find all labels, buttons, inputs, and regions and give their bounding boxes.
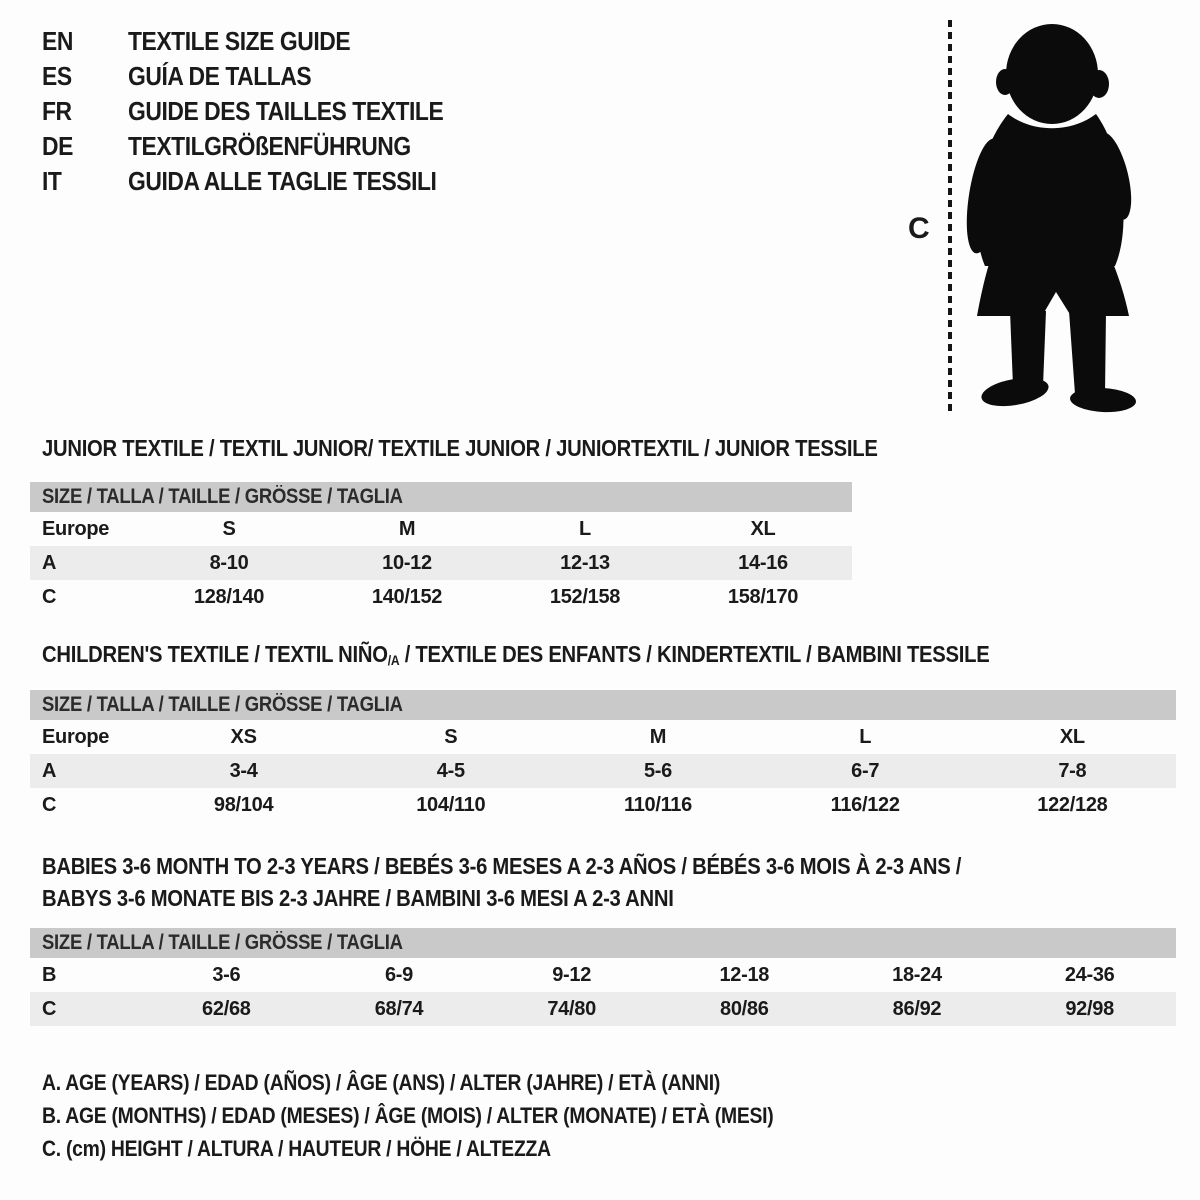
table-cell: 18-24: [892, 963, 942, 986]
children-section-title-text: [42, 641, 989, 668]
table-cell: 6-9: [384, 963, 413, 986]
legend-line-c: C. (cm) HEIGHT / ALTURA / HAUTEUR / HÖHE / ALTEZZA: [42, 1135, 551, 1161]
children-title-prefix: CHILDREN'S TEXTILE / TEXTIL NIÑO: [42, 641, 388, 667]
measure-legend: [42, 1066, 873, 1165]
children-row-age: [30, 754, 1176, 788]
junior-section-title: [42, 435, 992, 462]
table-cell: M: [649, 725, 667, 748]
table-cell: 24-36: [1064, 963, 1115, 986]
table-cell: 74/80: [547, 997, 596, 1020]
table-cell: 158/170: [727, 585, 799, 608]
table-cell: 6-7: [851, 759, 880, 782]
children-title-sub: /A: [387, 653, 400, 669]
row-label: Europe: [42, 517, 110, 540]
lang-row-en: [42, 24, 486, 59]
table-cell: 10-12: [382, 551, 432, 574]
legend-line-b-wrap: [42, 1099, 873, 1132]
lang-row-de: [42, 129, 486, 164]
table-cell: XL: [1059, 725, 1085, 748]
junior-row-europe: [30, 512, 852, 546]
language-title-list: [42, 24, 486, 199]
table-cell: 80/86: [720, 997, 769, 1020]
table-cell: 86/92: [892, 997, 942, 1020]
junior-section-title-text: JUNIOR TEXTILE / TEXTIL JUNIOR/ TEXTILE JUNIOR / JUNIORTEXTIL / JUNIOR TESSILE: [42, 435, 878, 461]
table-cell: 92/98: [1065, 997, 1114, 1020]
table-cell: S: [444, 725, 458, 748]
children-table: [30, 720, 1176, 822]
table-cell: 9-12: [552, 963, 592, 986]
lang-title: TEXTILGRÖßENFÜHRUNG: [128, 131, 411, 161]
lang-title: GUIDE DES TAILLES TEXTILE: [128, 96, 444, 126]
lang-code: EN: [42, 26, 73, 56]
table-cell: 12-18: [719, 963, 770, 986]
lang-row-it: [42, 164, 486, 199]
height-dashed-line: [948, 20, 952, 416]
table-cell: 4-5: [436, 759, 465, 782]
table-cell: M: [398, 517, 416, 540]
babies-section-title: [42, 850, 1087, 914]
table-cell: 140/152: [371, 585, 443, 608]
table-cell: 152/158: [549, 585, 621, 608]
lang-code: DE: [42, 131, 73, 161]
legend-line-a: A. AGE (YEARS) / EDAD (AÑOS) / ÂGE (ANS) / ALTER (JAHRE) / ETÀ (ANNI): [42, 1069, 721, 1095]
junior-table: [30, 512, 852, 614]
table-cell: XS: [230, 725, 257, 748]
babies-title-line1-wrap: [42, 850, 1087, 882]
table-cell: 12-13: [560, 551, 610, 574]
row-label: B: [42, 963, 57, 986]
lang-code: ES: [42, 61, 72, 91]
babies-size-header-bar: [30, 928, 1176, 958]
children-row-europe: [30, 720, 1176, 754]
lang-code: IT: [42, 166, 62, 196]
children-size-header-label: SIZE / TALLA / TAILLE / GRÖSSE / TAGLIA: [42, 693, 403, 716]
children-row-height: [30, 788, 1176, 822]
table-cell: 110/116: [623, 793, 692, 816]
babies-title-line1: BABIES 3-6 MONTH TO 2-3 YEARS / BEBÉS 3-6 MESES A 2-3 AÑOS / BÉBÉS 3-6 MOIS À 2-3 ANS /: [42, 852, 962, 879]
table-cell: 7-8: [1058, 759, 1087, 782]
table-cell: L: [859, 725, 872, 748]
children-title-suffix: / TEXTILE DES ENFANTS / KINDERTEXTIL / BAMBINI TESSILE: [399, 641, 990, 667]
row-label: C: [42, 997, 57, 1020]
row-label: C: [42, 585, 57, 608]
lang-row-es: [42, 59, 486, 94]
table-cell: 14-16: [738, 551, 788, 574]
legend-line-b: B. AGE (MONTHS) / EDAD (MESES) / ÂGE (MOIS) / ALTER (MONATE) / ETÀ (MESI): [42, 1102, 774, 1128]
babies-table: [30, 958, 1176, 1026]
toddler-silhouette-image: [963, 16, 1138, 416]
babies-row-height: [30, 992, 1176, 1026]
junior-row-age: [30, 546, 852, 580]
table-cell: S: [222, 517, 236, 540]
legend-line-a-wrap: [42, 1066, 873, 1099]
lang-title: TEXTILE SIZE GUIDE: [128, 26, 351, 56]
children-size-table: [30, 690, 1176, 822]
junior-row-height: [30, 580, 852, 614]
table-cell: 98/104: [213, 793, 274, 816]
junior-size-header-bar: [30, 482, 852, 512]
babies-size-header-label: SIZE / TALLA / TAILLE / GRÖSSE / TAGLIA: [42, 931, 403, 954]
table-cell: 8-10: [209, 551, 249, 574]
babies-title-line2: BABYS 3-6 MONATE BIS 2-3 JAHRE / BAMBINI 3-6 MESI A 2-3 ANNI: [42, 884, 674, 911]
table-cell: 62/68: [202, 997, 251, 1020]
lang-title: GUIDA ALLE TAGLIE TESSILI: [128, 166, 437, 196]
babies-row-months: [30, 958, 1176, 992]
table-cell: 116/122: [830, 793, 900, 816]
table-cell: 128/140: [193, 585, 265, 608]
junior-size-header-label: SIZE / TALLA / TAILLE / GRÖSSE / TAGLIA: [42, 485, 403, 508]
table-cell: XL: [750, 517, 776, 540]
table-cell: 68/74: [374, 997, 424, 1020]
height-measure-label: C: [908, 212, 930, 245]
lang-row-fr: [42, 94, 486, 129]
lang-title: GUÍA DE TALLAS: [128, 61, 312, 91]
row-label: A: [42, 551, 57, 574]
children-section-title: [42, 641, 1119, 668]
babies-title-line2-wrap: [42, 882, 1087, 914]
children-size-header-bar: [30, 690, 1176, 720]
row-label: Europe: [42, 725, 110, 748]
lang-code: FR: [42, 96, 72, 126]
legend-line-c-wrap: [42, 1132, 873, 1165]
table-cell: 104/110: [416, 793, 486, 816]
junior-size-table: [30, 482, 852, 614]
row-label: A: [42, 759, 57, 782]
table-cell: L: [579, 517, 591, 540]
table-cell: 122/128: [1037, 793, 1108, 816]
table-cell: 3-4: [229, 759, 258, 782]
table-cell: 3-6: [212, 963, 241, 986]
babies-size-table: [30, 928, 1176, 1026]
table-cell: 5-6: [643, 759, 672, 782]
row-label: C: [42, 793, 57, 816]
